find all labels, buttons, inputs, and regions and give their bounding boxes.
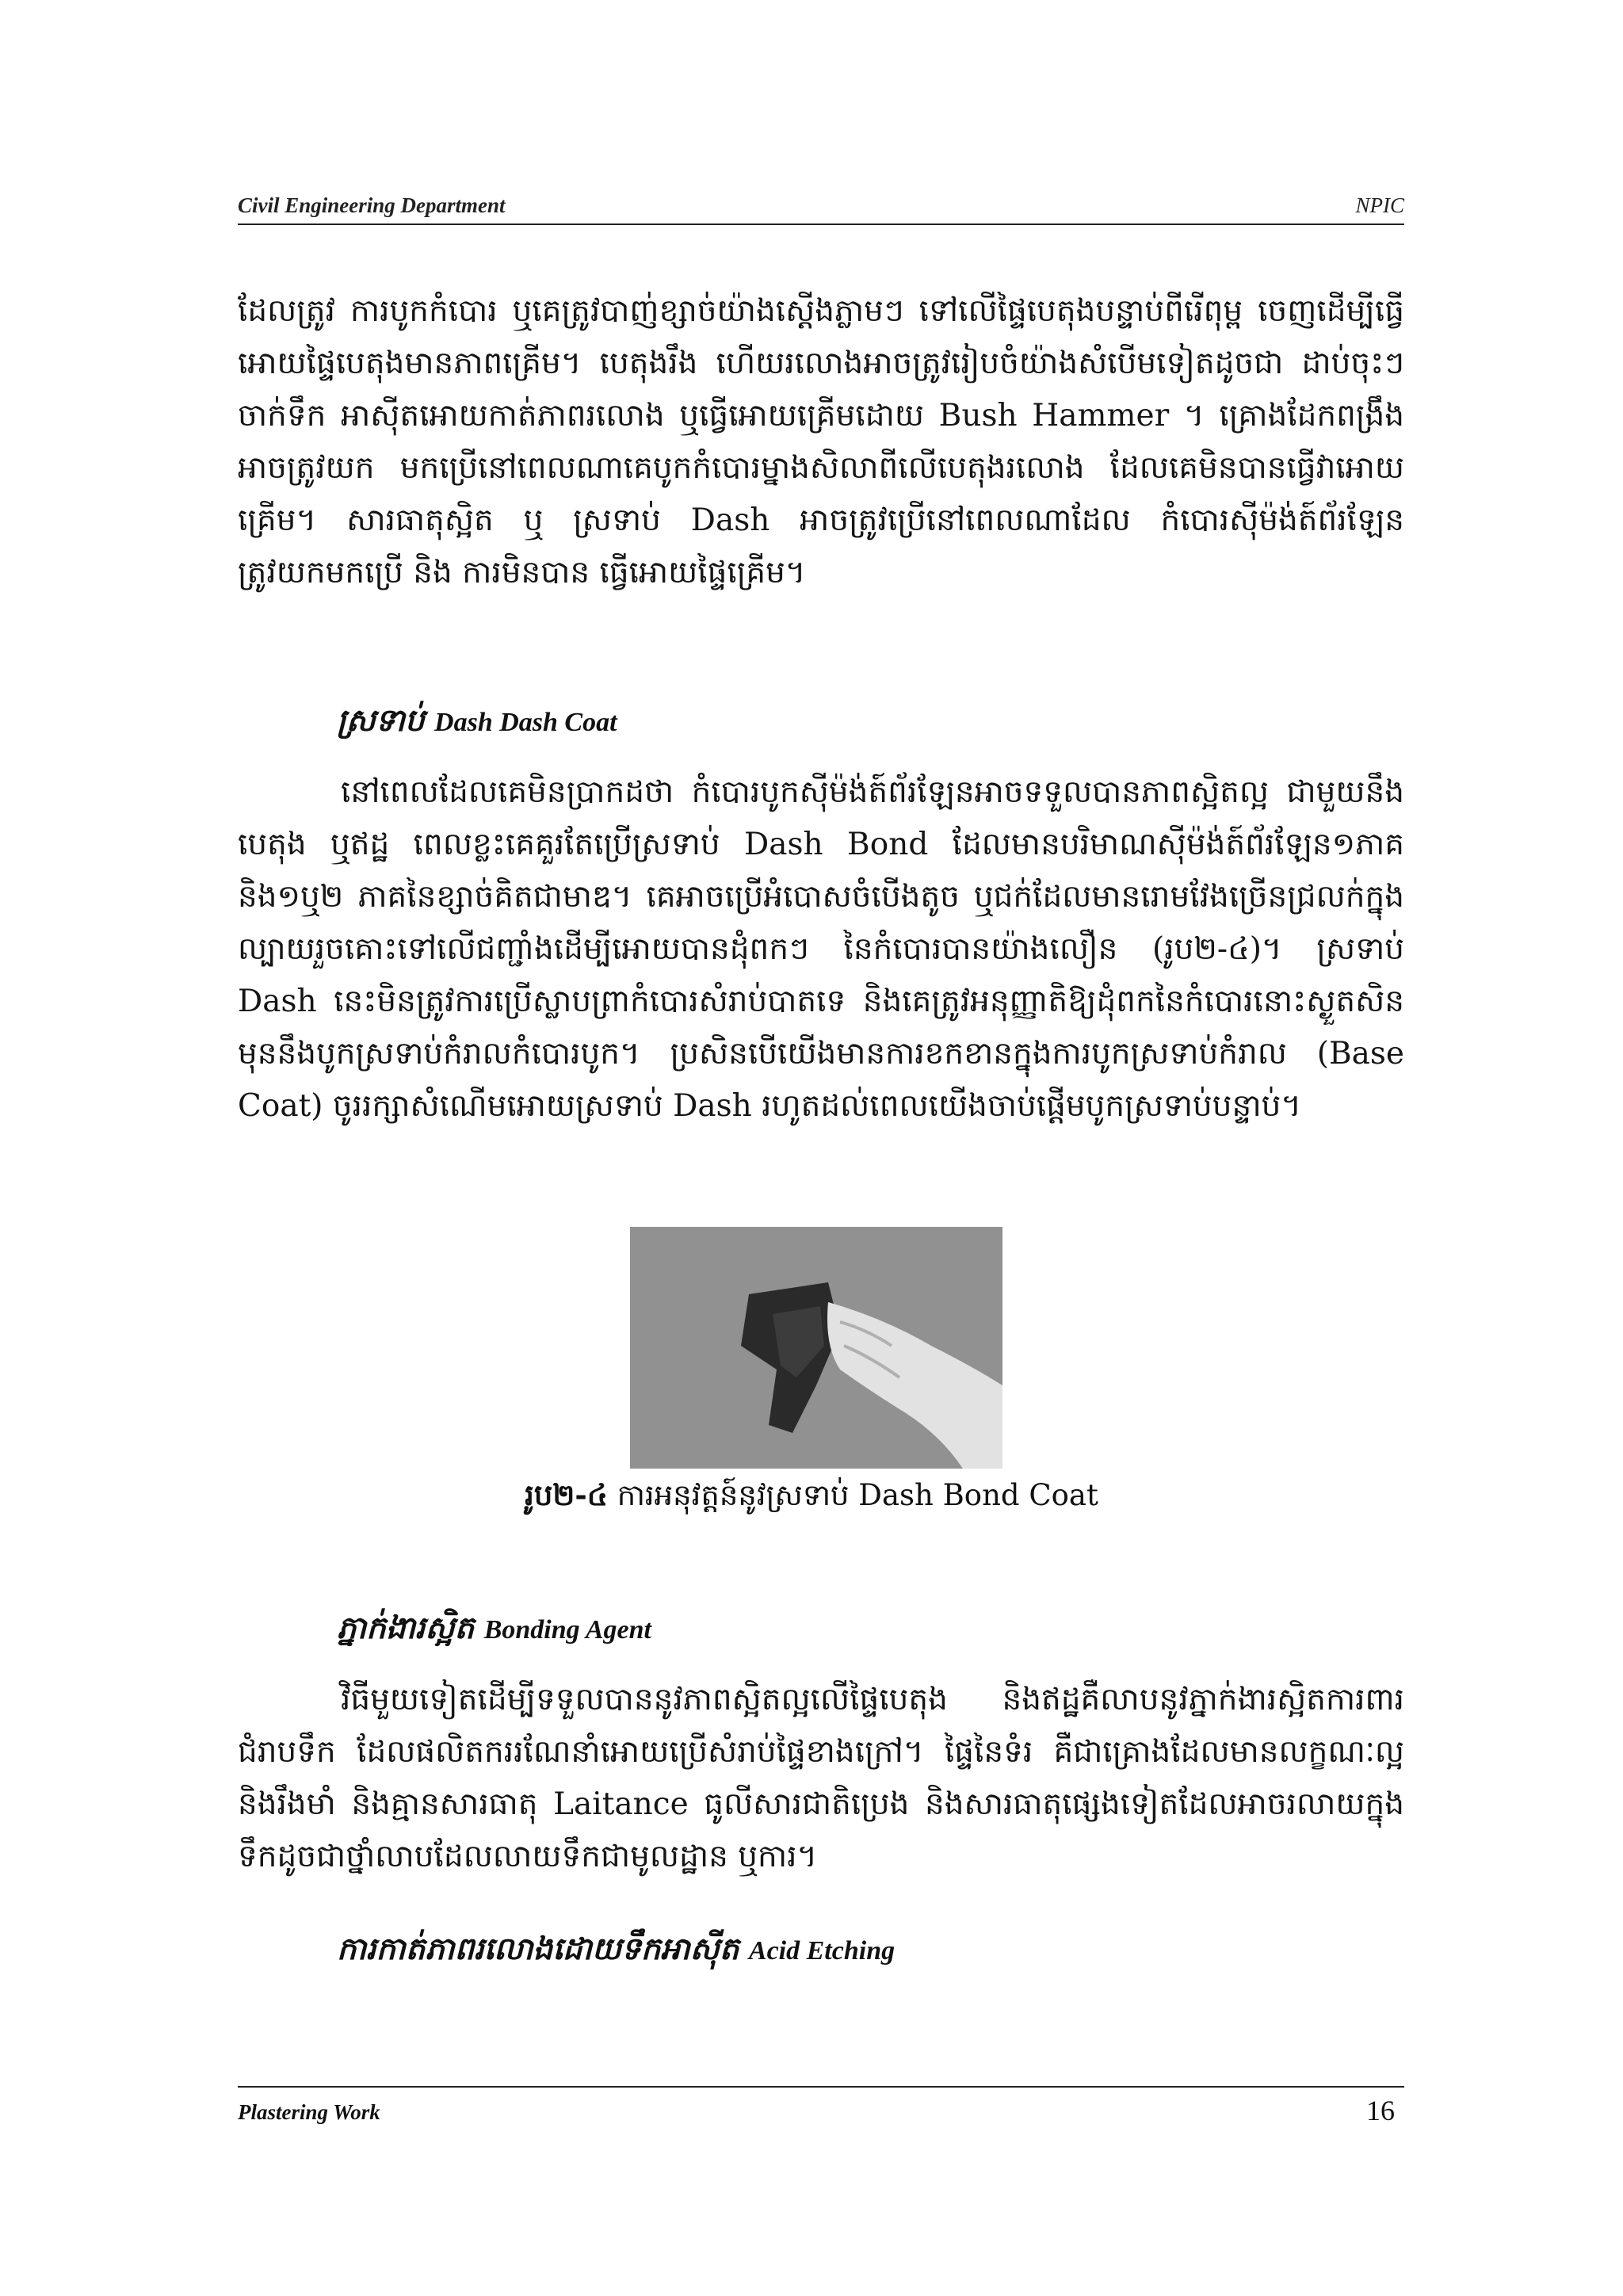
section-heading-acid xyxy=(337,1930,895,1975)
caption-label: រូប២-៤ xyxy=(525,1477,608,1512)
header-institution: NPIC xyxy=(1355,193,1404,217)
page-footer xyxy=(238,2086,1404,2135)
heading-acid-english: Acid Etching xyxy=(748,1936,896,1966)
figure-caption xyxy=(0,1477,1623,1520)
heading-acid-khmer: ការកាត់ភាពរលោងដោយទឹកអាស៊ីត xyxy=(337,1931,739,1967)
paragraph-3 xyxy=(238,1674,1404,1883)
page-number: 16 xyxy=(1366,2095,1395,2126)
paragraph-2 xyxy=(238,766,1404,1133)
paragraph-2-text: នៅពេលដែលគេមិនប្រាកដថា កំបោរបូកស៊ីម៉ង់ត៍ព័រឡែនអាចទទួលបានភាពស្អិតល្អ ជាមួយនឹងបេតុង ឬឥដ្ឋ ពេលខ្លះគេគួរតែប្រើស្រទាប់ Dash Bond ដែលមានបរិមាណស៊ីម៉ង់ត៍ព័រឡែន១ភាគ និង១ឬ២ ភាគនៃខ្សាច់គិតជាមាឌ។ គេអាចប្រើអំបោសចំបើងតូច ឬជក់ដែលមានរោមវែងច្រើនជ្រលក់ក្នុងល្បាយរួចគោះទៅលើជញ្ជាំងដើម្បីអោយបានដុំពកៗ នៃកំបោរបានយ៉ាងលឿន (រូប២-៤)។ ស្រទាប់ Dash នេះមិនត្រូវការប្រើស្លាបព្រាកំបោរសំរាប់បាតទេ និងគេត្រូវអនុញ្ញាតិឱ្យដុំពកនៃកំបោរនោះស្ងួតសិន មុននឹងបូកស្រទាប់កំរាលកំបោរបូក។ ប្រសិនបើយើងមានការខកខានក្នុងការបូកស្រទាប់កំរាល (Base Coat) ចូររក្សាសំណើមអោយស្រទាប់ Dash រហូតដល់ពេលយើងចាប់ផ្តើមបូកស្រទាប់បន្ទាប់។ xyxy=(238,774,1404,1124)
paragraph-1 xyxy=(238,285,1404,599)
section-heading-bonding xyxy=(337,1609,651,1654)
heading-dash-english: Dash Dash Coat xyxy=(434,708,617,737)
heading-dash-khmer: ស្រទាប់ xyxy=(337,702,425,739)
figure-dash-bond-photo xyxy=(630,1227,1002,1469)
header-department: Civil Engineering Department xyxy=(238,193,506,217)
section-heading-dash xyxy=(337,701,617,747)
footer-chapter: Plastering Work xyxy=(238,2100,380,2124)
page-header xyxy=(238,192,1404,225)
photo-illustration xyxy=(630,1227,1002,1469)
paragraph-3-text: វិធីមួយទៀតដើម្បីទទួលបាននូវភាពស្អិតល្អលើផ្ទៃបេតុង និងឥដ្ឋគឺលាបនូវភ្នាក់ងារស្អិតការពារជំរាបទឹក ដែលផលិតកររណែនាំអោយប្រើសំរាប់ផ្ទៃខាងក្រៅ។ ផ្ទៃនៃទំរ គឺជាគ្រោងដែលមានលក្ខណៈល្អ និងរឹងមាំ និងគ្មានសារធាតុ Laitance ធូលីសារជាតិប្រេង និងសារធាតុផ្សេងទៀតដែលអាចរលាយក្នុងទឹកដូចជាថ្នាំលាបដែលលាយទឹកជាមូលដ្ឋាន ឬការ។ xyxy=(238,1682,1404,1874)
caption-text: ការអនុវត្តន៍នូវស្រទាប់ Dash Bond Coat xyxy=(617,1478,1098,1512)
heading-bonding-khmer: ភ្នាក់ងារស្អិត xyxy=(337,1610,475,1646)
heading-bonding-english: Bonding Agent xyxy=(483,1615,652,1645)
paragraph-1-text: ដែលត្រូវ ការបូកកំបោរ ឬគេត្រូវបាញ់ខ្សាច់យ៉ាងស្តើងភ្លាមៗ ទៅលើផ្ទៃបេតុងបន្ទាប់ពីរើពុម្ព ចេញដើម្បីធ្វើអោយផ្ទៃបេតុងមានភាពគ្រើម។ បេតុងរឹង ហើយរលោងអាចត្រូវរៀបចំយ៉ាងសំបើមទៀតដូចជា ដាប់ចុះៗ ចាក់ទឹក អាស៊ីតអោយកាត់ភាពរលោង ឬធ្វើអោយគ្រើមដោយ Bush Hammer ។ គ្រោងដែកពង្រឹងអាចត្រូវយក មកប្រើនៅពេលណាគេបូកកំបោរម្នាងសិលាពីលើបេតុងរលោង ដែលគេមិនបានធ្វើវាអោយគ្រើម។ សារធាតុស្អិត ឬ ស្រទាប់ Dash អាចត្រូវប្រើនៅពេលណាដែល កំបោរស៊ីម៉ង់ត៍ព័រឡែនត្រូវយកមកប្រើ និង ការមិនបាន ធ្វើអោយផ្ទៃគ្រើម។ xyxy=(238,293,1404,590)
